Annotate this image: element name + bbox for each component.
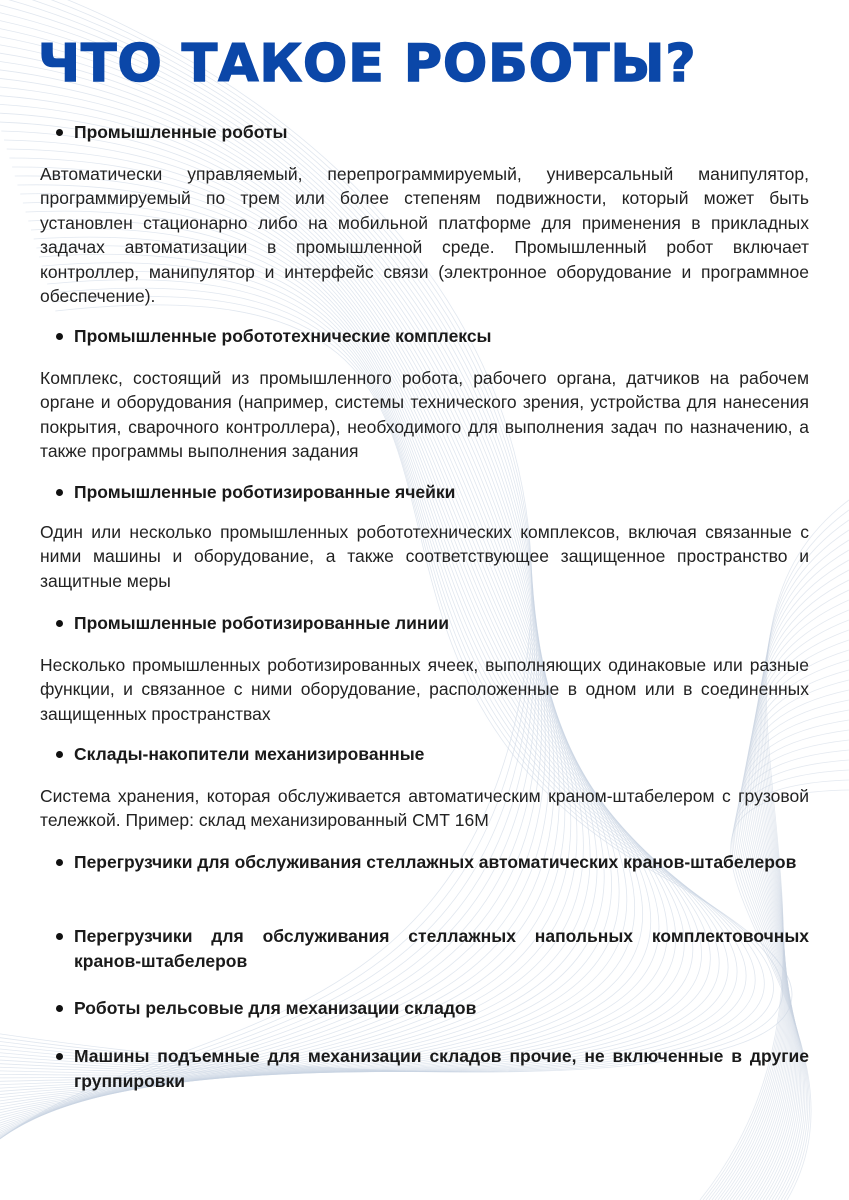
section-paragraph: Несколько промышленных роботизированных ячеек, выполняющих одинаковые или разные функции, и связанное с ними оборудование, расположенные в одном или в соединенных защищенных пространствах xyxy=(40,655,809,724)
list-item xyxy=(52,996,809,1021)
section-heading xyxy=(52,120,809,145)
bullet-icon xyxy=(56,1005,63,1012)
section-paragraph: Система хранения, которая обслуживается автоматическим краном-штабелером с грузовой тележкой. Пример: склад механизированный СМТ 16М xyxy=(40,786,809,831)
heading-text: Промышленные роботизированные ячейки xyxy=(74,482,456,502)
bullet-icon xyxy=(56,933,63,940)
section-heading xyxy=(52,742,809,767)
heading-text: Склады-накопители механизированные xyxy=(74,744,425,764)
section-paragraph: Один или несколько промышленных робототехнических комплексов, включая связанные с ними машины и оборудование, а также соответствующее защищенное пространство и защитные меры xyxy=(40,522,809,591)
heading-text: Промышленные роботы xyxy=(74,122,288,142)
bullet-icon xyxy=(56,859,63,866)
page-title: ЧТО ТАКОЕ РОБОТЫ? xyxy=(38,34,697,94)
section-heading xyxy=(52,480,809,505)
item-text: Машины подъемные для механизации складов прочие, не включенные в другие группировки xyxy=(74,1046,809,1091)
list-item xyxy=(52,924,809,973)
section-paragraph: Автоматически управляемый, перепрограммируемый, универсальный манипулятор, программируемый по трем или более степеням подвижности, который может быть установлен стационарно либо на мобильной платформе для применения в прикладных задачах автоматизации в промышленной среде. Промышленный робот включает контроллер, манипулятор и интерфейс связи (электронное оборудование и программное обеспечение). xyxy=(40,164,809,307)
bullet-icon xyxy=(56,751,63,758)
bullet-icon xyxy=(56,620,63,627)
list-item xyxy=(52,1044,809,1093)
bullet-icon xyxy=(56,1053,63,1060)
section-heading xyxy=(52,324,809,349)
bullet-icon xyxy=(56,489,63,496)
bullet-icon xyxy=(56,333,63,340)
heading-text: Промышленные робототехнические комплексы xyxy=(74,326,492,346)
section-heading xyxy=(52,611,809,636)
heading-text: Промышленные роботизированные линии xyxy=(74,613,450,633)
list-item xyxy=(52,850,809,875)
item-text: Перегрузчики для обслуживания стеллажных напольных комплектовочных кранов-штабелеров xyxy=(74,926,809,971)
bullet-icon xyxy=(56,129,63,136)
item-text: Роботы рельсовые для механизации складов xyxy=(74,998,477,1018)
section-paragraph: Комплекс, состоящий из промышленного робота, рабочего органа, датчиков на рабочем органе и оборудования (например, системы технического зрения, устройства для нанесения покрытия, сварочного контроллера), необходимого для выполнения задач по назначению, а также программы выполнения задания xyxy=(40,368,809,462)
item-text: Перегрузчики для обслуживания стеллажных автоматических кранов-штабелеров xyxy=(74,852,797,872)
